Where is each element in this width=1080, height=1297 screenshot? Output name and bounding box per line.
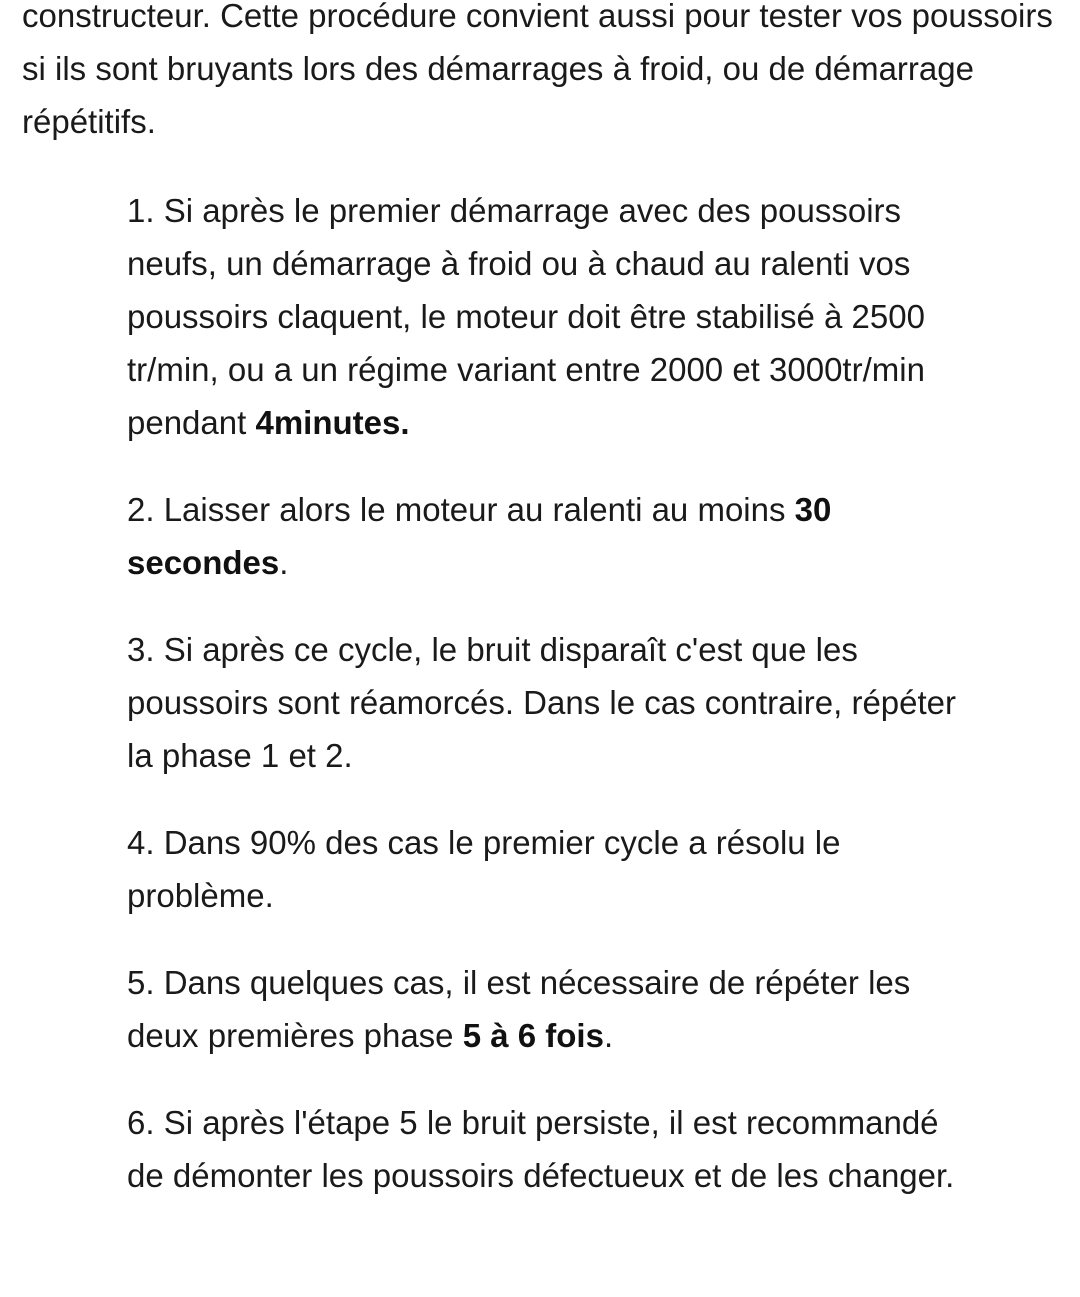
steps-list [127,184,967,1236]
step-text: 4. Dans 90% des cas le premier cycle a résolu le problème. [127,824,841,914]
step-1 [127,184,967,449]
step-emphasis: 4minutes. [255,404,410,441]
step-emphasis: 5 à 6 fois [462,1017,604,1054]
step-text: 3. Si après ce cycle, le bruit disparaît c'est que les poussoirs sont réamorcés. Dans le cas contraire, répéter la phase 1 et 2. [127,631,957,774]
step-5 [127,956,967,1062]
step-4 [127,816,967,922]
step-6 [127,1096,967,1202]
step-3 [127,623,967,782]
step-2 [127,483,967,589]
step-text-end: . [603,1017,614,1054]
step-text: 6. Si après l'étape 5 le bruit persiste, il est recommandé de démonter les poussoirs défectueux et de les changer. [127,1104,955,1194]
step-emphasis: 30 secondes [127,491,832,581]
step-text: 1. Si après le premier démarrage avec des poussoirs neufs, un démarrage à froid ou à chaud au ralenti vos poussoirs claquent, le moteur doit être stabilisé à 2500 tr/min, ou a un régime variant entre 2000 et 3000tr/min pendant [127,192,925,441]
intro-paragraph: constructeur. Cette procédure convient aussi pour tester vos poussoirs si ils sont bruyants lors des démarrages à froid, ou de démarrage répétitifs. [22,0,1053,140]
step-text-end: . [279,544,289,581]
step-text: 2. Laisser alors le moteur au ralenti au moins [127,491,795,528]
step-text: 5. Dans quelques cas, il est nécessaire de répéter les deux premières phase [127,964,911,1054]
